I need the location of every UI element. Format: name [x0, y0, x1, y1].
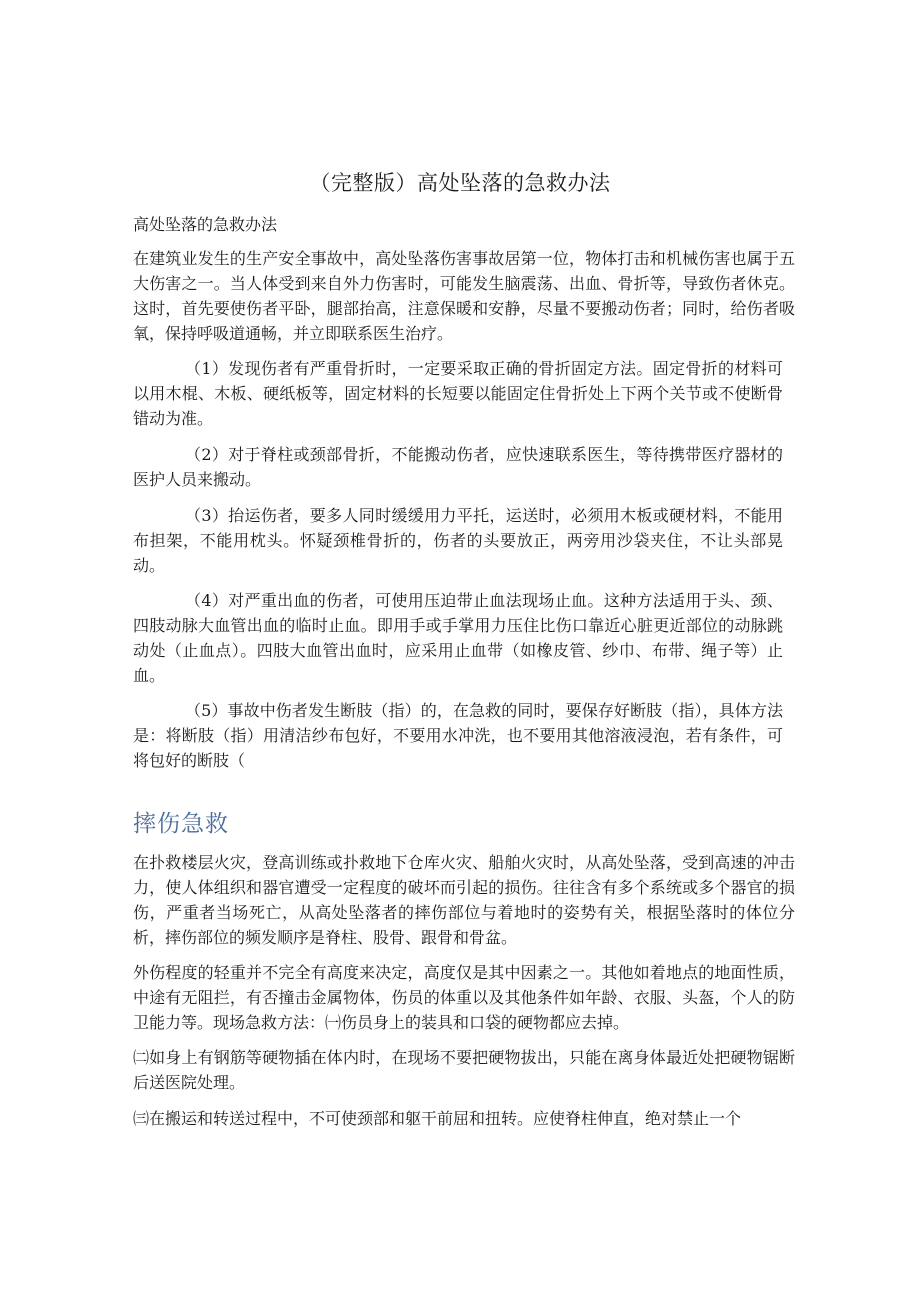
- intro-paragraph: 在建筑业发生的生产安全事故中，高处坠落伤害事故居第一位，物体打击和机械伤害也属于五大伤害之一。当人体受到来自外力伤害时，可能发生脑震荡、出血、骨折等，导致伤者休克。这时，首先要使伤者平卧，腿部抬高，注意保暖和安静，尽量不要搬动伤者；同时，给伤者吸氧，保持呼吸道通畅，并立即联系医生治疗。: [133, 249, 795, 343]
- list-item-3: （3）抬运伤者，要多人同时缓缓用力平托，运送时，必须用木板或硬材料，不能用布担架，不能用枕头。怀疑颈椎骨折的，伤者的头要放正，两旁用沙袋夹住，不让头部晃动。: [133, 506, 783, 575]
- section-paragraph-1: 在扑救楼层火灾，登高训练或扑救地下仓库火灾、船舶火灾时，从高处坠落，受到高速的冲击力，使人体组织和器官遭受一定程度的破坏而引起的损伤。往往含有多个系统或多个器官的损伤，严重者当场死亡，从高处坠落者的摔伤部位与着地时的姿势有关，根据坠落时的体位分析，摔伤部位的频发顺序是脊柱、股骨、跟骨和骨盆。: [133, 853, 795, 947]
- section-heading: 摔伤急救: [133, 811, 229, 837]
- section-paragraph-2: 外伤程度的轻重并不完全有高度来决定，高度仅是其中因素之一。其他如着地点的地面性质，中途有无阻拦，有否撞击金属物体，伤员的体重以及其他条件如年龄、衣服、头盔，个人的防卫能力等。现场急救方法：㈠伤员身上的装具和口袋的硬物都应去掉。: [133, 963, 795, 1032]
- section-paragraph-3: ㈡如身上有钢筋等硬物插在体内时，在现场不要把硬物拔出，只能在离身体最近处把硬物锯断后送医院处理。: [133, 1048, 795, 1092]
- document-subtitle: 高处坠落的急救办法: [133, 215, 278, 234]
- list-item-1: （1）发现伤者有严重骨折时，一定要采取正确的骨折固定方法。固定骨折的材料可以用木棍、木板、硬纸板等，固定材料的长短要以能固定住骨折处上下两个关节或不使断骨错动为准。: [133, 359, 783, 428]
- list-item-5: （5）事故中伤者发生断肢（指）的，在急救的同时，要保存好断肢（指），具体方法是：将断肢（指）用清洁纱布包好，不要用水冲洗，也不要用其他溶液浸泡，若有条件，可将包好的断肢（: [133, 701, 783, 770]
- section-paragraph-4: ㈢在搬运和转送过程中，不可使颈部和躯干前屈和扭转。应使脊柱伸直，绝对禁止一个: [133, 1109, 742, 1128]
- list-item-2: （2）对于脊柱或颈部骨折，不能搬动伤者，应快速联系医生，等待携带医疗器材的医护人员来搬动。: [133, 445, 783, 489]
- document-title: （完整版）高处坠落的急救办法: [309, 171, 611, 195]
- list-item-4: （4）对严重出血的伤者，可使用压迫带止血法现场止血。这种方法适用于头、颈、四肢动脉大血管出血的临时止血。即用手或手掌用力压住比伤口靠近心脏更近部位的动脉跳动处（止血点）。四肢大血管出血时，应采用止血带（如橡皮管、纱巾、布带、绳子等）止血。: [133, 591, 783, 685]
